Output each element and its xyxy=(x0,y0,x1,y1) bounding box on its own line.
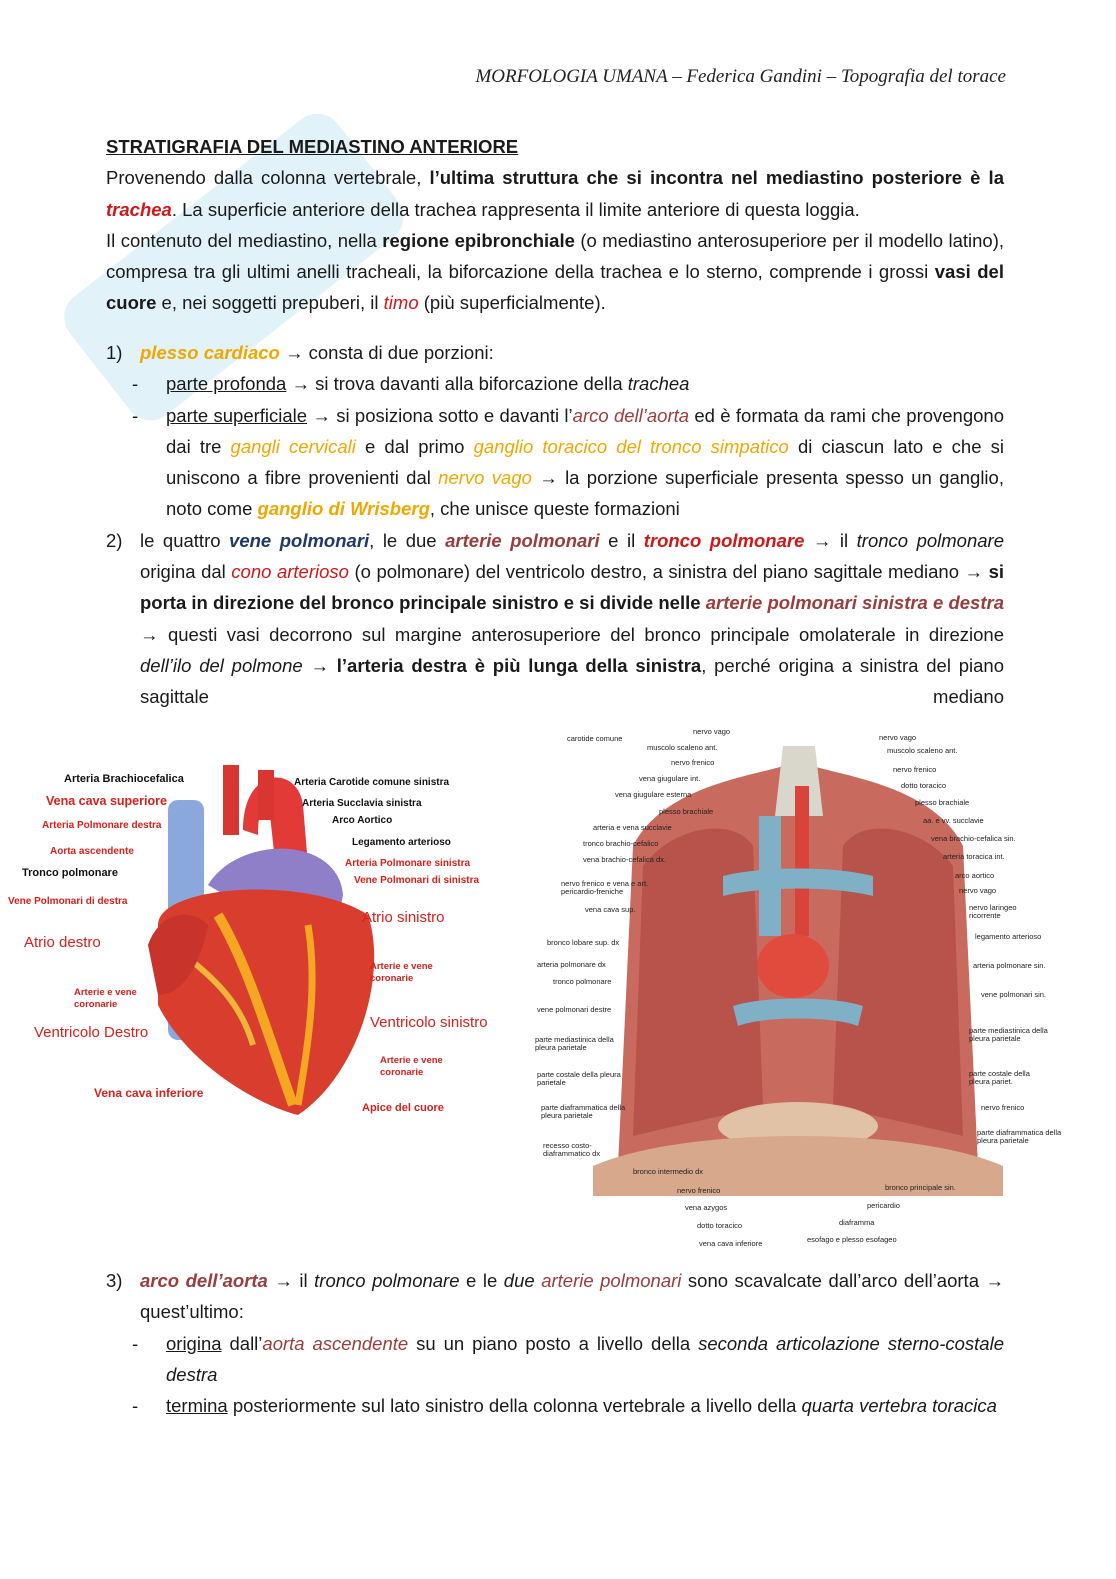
thorax-label: recesso costo-diaframmatico dx xyxy=(543,1141,601,1158)
thorax-label: plesso brachiale xyxy=(915,798,970,807)
heart-label: Ventricolo Destro xyxy=(34,1024,149,1041)
thorax-label: bronco lobare sup. dx xyxy=(547,938,620,947)
thorax-label: vena brachio-cefalica dx. xyxy=(583,855,666,864)
thorax-label: tronco polmonare xyxy=(553,977,612,986)
list-subitem-1a: - parte profonda → si trova davanti alla biforcazione della trachea xyxy=(132,373,690,395)
heart-label: Arteria Polmonare destra xyxy=(42,820,162,831)
thorax-label: nervo frenico xyxy=(981,1103,1025,1112)
section-title: STRATIGRAFIA DEL MEDIASTINO ANTERIORE xyxy=(106,136,519,157)
thorax-label: muscolo scaleno ant. xyxy=(647,743,718,752)
list-subitem-3a: - origina dall’aorta ascendente su un piano posto a livello della seconda articolazione sterno-costale destra xyxy=(132,1332,1004,1385)
thorax-label: nervo laringeo ricorrente xyxy=(969,903,1017,920)
heart-label: Atrio destro xyxy=(24,934,101,951)
thorax-label: arteria toracica int. xyxy=(943,852,1005,861)
thorax-label: carotide comune xyxy=(567,734,623,743)
list-item-3: 3) arco dell’aorta → il tronco polmonare e le due arterie polmonari sono scavalcate dall’arco dell’aorta → quest’ultimo: xyxy=(106,1270,1004,1323)
thorax-label: parte diaframmatica della pleura parietale xyxy=(977,1128,1062,1145)
list-items-1-2 xyxy=(106,337,1004,713)
thorax-label: nervo frenico xyxy=(893,765,937,774)
thorax-label: parte costale della pleura pariet. xyxy=(969,1069,1030,1086)
thorax-label: legamento arterioso xyxy=(975,932,1042,941)
thorax-label: vena azygos xyxy=(685,1203,728,1212)
thorax-label: bronco intermedio dx xyxy=(633,1167,704,1176)
heart-label: Atrio sinistro xyxy=(362,909,445,926)
thorax-label: parte mediastinica della pleura parietale xyxy=(969,1026,1048,1043)
thorax-label: parte mediastinica della pleura parietale xyxy=(535,1035,614,1052)
thorax-label: nervo frenico xyxy=(677,1186,721,1195)
thorax-label: vene polmonari sin. xyxy=(981,990,1047,999)
thorax-label: bronco principale sin. xyxy=(885,1183,956,1192)
heart-label: Tronco polmonare xyxy=(22,867,118,879)
thorax-label: vena brachio-cefalica sin. xyxy=(931,834,1016,843)
thorax-label: arteria polmonare dx xyxy=(537,960,606,969)
heart-label: Arterie e vene coronarie xyxy=(74,987,137,1010)
heart-label: Arteria Polmonare sinistra xyxy=(345,858,471,869)
thorax-label: arteria polmonare sin. xyxy=(973,961,1046,970)
thorax-label: nervo vago xyxy=(693,727,731,736)
thorax-label: vena giugulare int. xyxy=(639,774,701,783)
thorax-label: arco aortico xyxy=(955,871,995,880)
list-subitem-3b: - termina posteriormente sul lato sinistro della colonna vertebrale a livello della quarta vertebra toracica xyxy=(132,1395,997,1417)
list-item-1: 1) plesso cardiaco → consta di due porzioni: xyxy=(106,342,494,363)
thorax-label: aa. e vv. succlavie xyxy=(923,816,984,825)
list-item-2: 2) le quattro vene polmonari, le due arterie polmonari e il tronco polmonare → il tronco polmonare origina dal cono arterioso (o polmonare) del ventricolo destro, a sinistra del piano sagittale mediano → si porta in direzione del bronco principale sinistro e si divide nelle arterie polmonari sinistra e destra → questi vasi decorrono sul margine anterosuperiore del bronco principale omolaterale in direzione dell’ilo del polmone → l’arteria destra è più lunga della sinistra, perché origina a sinistra del piano sagittale mediano xyxy=(106,529,1005,708)
thorax-label: muscolo scaleno ant. xyxy=(887,746,958,755)
heart-illustration xyxy=(8,745,508,1125)
heart-label: Aorta ascendente xyxy=(50,846,134,857)
thorax-label: dotto toracico xyxy=(901,781,947,790)
list-item-3-block xyxy=(106,1265,1004,1421)
thorax-label: vene polmonari destre xyxy=(537,1005,612,1014)
thorax-label: nervo frenico xyxy=(671,758,715,767)
heart-label: Apice del cuore xyxy=(362,1102,444,1114)
heart-label: Arco Aortico xyxy=(332,815,393,826)
heart-label: Arterie e vene coronarie xyxy=(370,961,433,984)
thorax-label: esofago e plesso esofageo xyxy=(807,1235,897,1244)
thorax-label: vena cava sup. xyxy=(585,905,636,914)
heart-label: Legamento arterioso xyxy=(352,837,451,848)
heart-label: Arteria Brachiocefalica xyxy=(64,773,184,785)
heart-label: Vena cava inferiore xyxy=(94,1086,204,1100)
heart-label: Ventricolo sinistro xyxy=(370,1014,488,1031)
heart-label: Arteria Carotide comune sinistra xyxy=(294,777,450,788)
mediastinum-illustration xyxy=(533,726,1063,1256)
thorax-label: pericardio xyxy=(867,1201,900,1210)
thorax-label: tronco brachio-cefalico xyxy=(583,839,659,848)
heart-label: Arteria Succlavia sinistra xyxy=(302,798,422,809)
thorax-label: parte diaframmatica della pleura parietale xyxy=(541,1103,626,1120)
thorax-label: dotto toracico xyxy=(697,1221,743,1230)
thorax-label: vena giugulare esterna xyxy=(615,790,692,799)
thorax-label: plesso brachiale xyxy=(659,807,714,816)
thorax-label: nervo vago xyxy=(959,886,997,895)
list-subitem-1b: - parte superficiale → si posiziona sotto e davanti l’arco dell’aorta ed è formata da rami che provengono dai tre gangli cervicali e dal primo ganglio toracico del tronco simpatico di ciascun lato e che si uniscono a fibre provenienti dal nervo vago → la porzione superficiale presenta spesso un ganglio, noto come ganglio di Wrisberg, che unisce queste formazioni xyxy=(132,404,1004,520)
page-header: MORFOLOGIA UMANA – Federica Gandini – Topografia del torace xyxy=(475,66,1006,87)
thorax-label: vena cava inferiore xyxy=(699,1239,763,1248)
intro-paragraph-2: Il contenuto del mediastino, nella regione epibronchiale (o mediastino anterosuperiore per il modello latino), compresa tra gli ultimi anelli tracheali, la biforcazione della trachea e lo sterno, comprende i grossi vasi del cuore e, nei soggetti prepuberi, il timo (più superficialmente). xyxy=(106,229,1004,314)
heart-label: Arterie e vene coronarie xyxy=(380,1055,443,1078)
thorax-label: arteria e vena succlavie xyxy=(593,823,672,832)
thorax-label: nervo frenico e vena e art. pericardio-freniche xyxy=(561,879,649,896)
thorax-label: parte costale della pleura parietale xyxy=(537,1070,621,1087)
heart-label: Vene Polmonari di destra xyxy=(8,896,128,907)
intro-paragraph-1: Provenendo dalla colonna vertebrale, l’ultima struttura che si incontra nel mediastino posteriore è la trachea. La superficie anteriore della trachea rappresenta il limite anteriore di questa loggia. xyxy=(106,167,1004,220)
thorax-label: nervo vago xyxy=(879,733,917,742)
intro-block xyxy=(106,131,1004,319)
heart-label: Vene Polmonari di sinistra xyxy=(354,875,480,886)
thorax-label: diaframma xyxy=(839,1218,875,1227)
heart-label: Vena cava superiore xyxy=(46,794,167,808)
